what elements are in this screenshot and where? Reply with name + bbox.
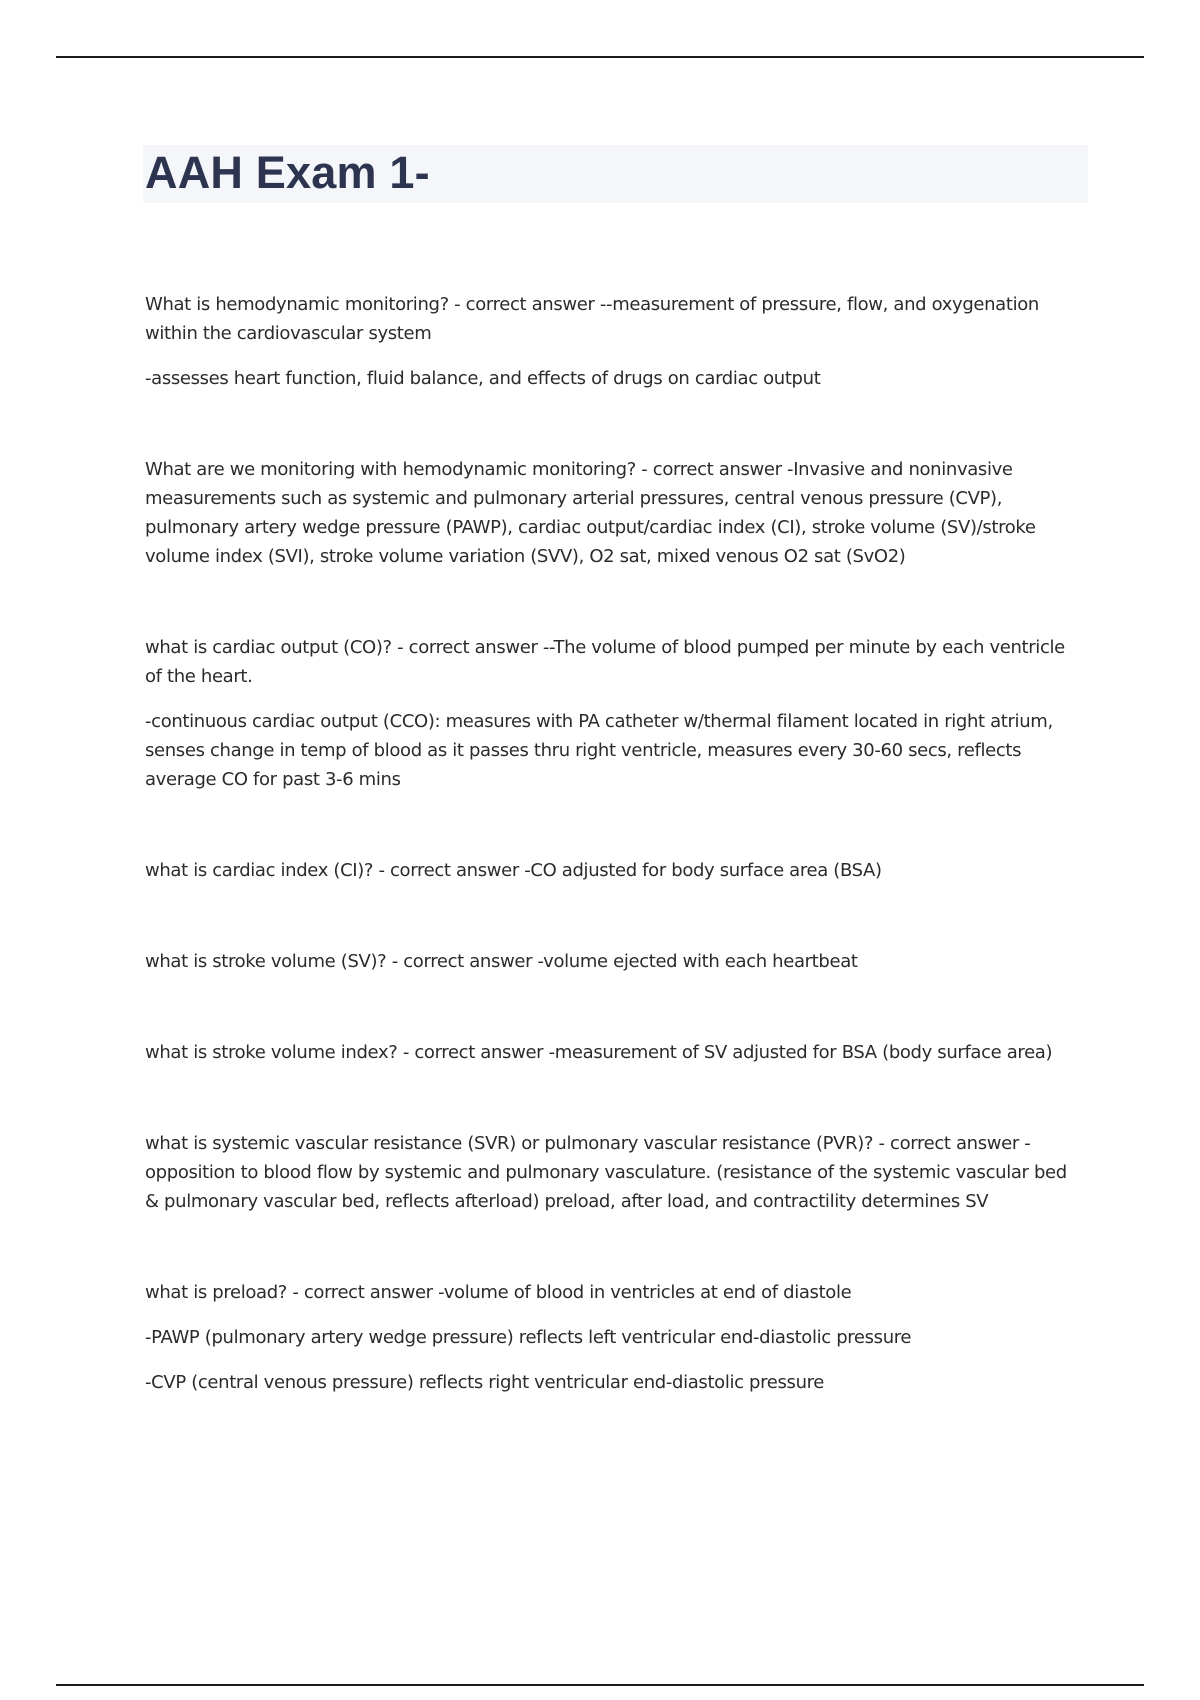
qa-entry bbox=[145, 856, 1085, 885]
header-rule bbox=[56, 56, 1144, 58]
document-body bbox=[145, 290, 1085, 1459]
question-answer-text: what is stroke volume (SV)? - correct answer -volume ejected with each heartbeat bbox=[145, 951, 858, 972]
qa-entry bbox=[145, 290, 1085, 393]
qa-entry bbox=[145, 1278, 1085, 1397]
qa-entry bbox=[145, 455, 1085, 571]
answer-detail-text: -continuous cardiac output (CCO): measures with PA catheter w/thermal filament located in right atrium, senses change in temp of blood as it passes thru right ventricle, measures every 30-60 secs, reflects average CO for past 3-6 mins bbox=[145, 711, 1053, 790]
qa-entry bbox=[145, 633, 1085, 794]
answer-detail-text: -PAWP (pulmonary artery wedge pressure) reflects left ventricular end-diastolic pressure bbox=[145, 1327, 912, 1348]
question-answer-text: what is preload? - correct answer -volume of blood in ventricles at end of diastole bbox=[145, 1282, 852, 1303]
question-answer-text: what is systemic vascular resistance (SVR) or pulmonary vascular resistance (PVR)? - correct answer -opposition to blood flow by systemic and pulmonary vasculature. (resistance of the systemic vascular bed & pulmonary vascular bed, reflects afterload) preload, after load, and contractility determines SV bbox=[145, 1133, 1067, 1212]
answer-detail-text: -assesses heart function, fluid balance, and effects of drugs on cardiac output bbox=[145, 368, 821, 389]
qa-entry bbox=[145, 947, 1085, 976]
question-answer-text: what is cardiac output (CO)? - correct answer --The volume of blood pumped per minute by each ventricle of the heart. bbox=[145, 637, 1065, 687]
question-answer-text: what is cardiac index (CI)? - correct answer -CO adjusted for body surface area (BSA) bbox=[145, 860, 882, 881]
qa-entry bbox=[145, 1038, 1085, 1067]
page-title: AAH Exam 1- bbox=[145, 147, 430, 198]
question-answer-text: What are we monitoring with hemodynamic monitoring? - correct answer -Invasive and noninvasive measurements such as systemic and pulmonary arterial pressures, central venous pressure (CVP), pulmonary artery wedge pressure (PAWP), cardiac output/cardiac index (CI), stroke volume (SV)/stroke volume index (SVI), stroke volume variation (SVV), O2 sat, mixed venous O2 sat (SvO2) bbox=[145, 459, 1036, 567]
footer-rule bbox=[56, 1684, 1144, 1686]
question-answer-text: What is hemodynamic monitoring? - correct answer --measurement of pressure, flow, and oxygenation within the cardiovascular system bbox=[145, 294, 1039, 344]
qa-entry bbox=[145, 1129, 1085, 1216]
answer-detail-text: -CVP (central venous pressure) reflects right ventricular end-diastolic pressure bbox=[145, 1372, 825, 1393]
question-answer-text: what is stroke volume index? - correct answer -measurement of SV adjusted for BSA (body surface area) bbox=[145, 1042, 1053, 1063]
